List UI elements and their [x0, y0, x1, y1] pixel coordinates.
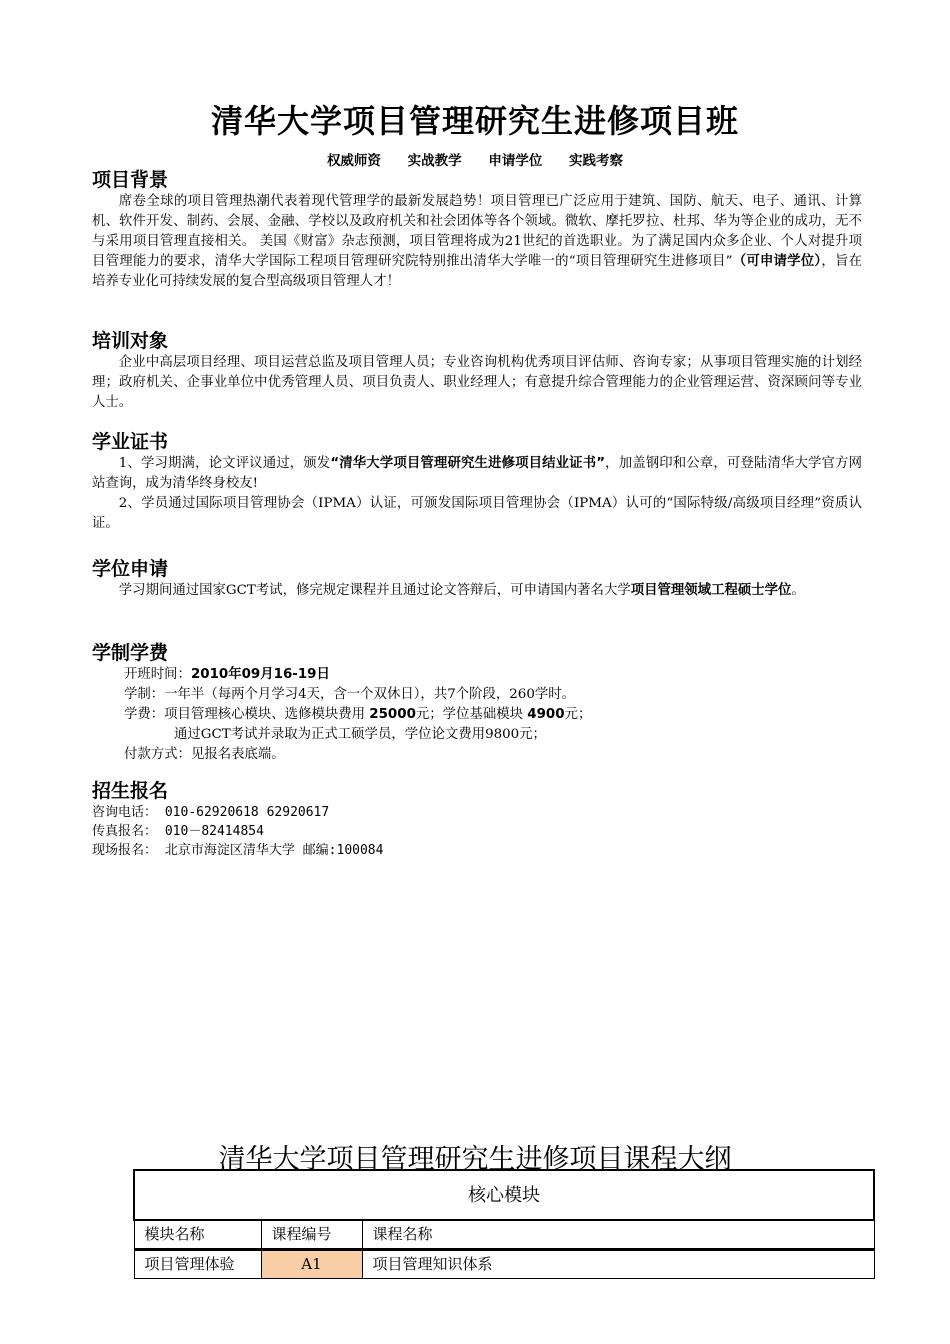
- column-header: 模块名称: [134, 1220, 261, 1250]
- gct-fee-line: 通过GCT考试并录取为正式工硕学员，学位论文费用9800元；: [174, 727, 546, 742]
- course-outline-table: [133, 1169, 875, 1279]
- tagline-item: 实战教学: [407, 153, 462, 169]
- column-header: 课程名称: [362, 1220, 874, 1250]
- start-date-line: 开班时间：2010年09月16-19日: [124, 667, 330, 682]
- duration-line: 学制：一年半（每两个月学习4天，含一个双休日），共7个阶段，260学时。: [124, 687, 576, 702]
- module-section-header: 核心模块: [134, 1170, 874, 1220]
- course-name-cell: 项目管理知识体系: [362, 1250, 874, 1279]
- section-paragraph: 2、学员通过国际项目管理协会（IPMA）认证，可颁发国际项目管理协会（IPMA）认可的“国际特级/高级项目经理”资质认证。: [92, 496, 862, 531]
- tagline-item: 申请学位: [488, 153, 543, 169]
- tagline: [0, 149, 950, 169]
- section-paragraph: 学习期间通过国家GCT考试，修完规定课程并且通过论文答辩后，可申请国内著名大学项目管理领域工程硕士学位。: [118, 583, 805, 598]
- table-row: [134, 1250, 874, 1279]
- table-header-row: [134, 1220, 874, 1250]
- page-title: 清华大学项目管理研究生进修项目班: [210, 102, 739, 140]
- column-header: 课程编号: [261, 1220, 362, 1250]
- tagline-item: 实践考察: [569, 153, 624, 169]
- section-degree: [92, 557, 862, 601]
- section-heading: 学业证书: [92, 431, 169, 453]
- section-background: [92, 168, 862, 292]
- section-certificate: [92, 430, 862, 534]
- address-line: 现场报名： 北京市海淀区清华大学 邮编:100084: [92, 843, 384, 858]
- fee-line: 学费：项目管理核心模块、选修模块费用 25000元；学位基础模块 4900元；: [124, 707, 592, 722]
- course-code-cell: A1: [261, 1250, 362, 1279]
- outline-title: 清华大学项目管理研究生进修项目课程大纲: [218, 1144, 732, 1175]
- section-heading: 项目背景: [92, 169, 169, 191]
- section-heading: 招生报名: [92, 780, 169, 802]
- payment-line: 付款方式：见报名表底端。: [124, 747, 285, 762]
- section-paragraph: 企业中高层项目经理、项目运营总监及项目管理人员；专业咨询机构优秀项目评估师、咨询专家；从事项目管理实施的计划经理；政府机关、企事业单位中优秀管理人员、项目负责人、职业经理人；有意提升综合管理能力的企业管理运营、资深顾问等专业人士。: [92, 355, 862, 410]
- section-heading: 学制学费: [92, 642, 169, 664]
- section-heading: 学位申请: [92, 558, 169, 580]
- tagline-item: 权威师资: [326, 153, 381, 169]
- section-enroll: [92, 779, 862, 860]
- section-paragraph: 席卷全球的项目管理热潮代表着现代管理学的最新发展趋势！项目管理已广泛应用于建筑、国防、航天、电子、通讯、计算机、软件开发、制药、会展、金融、学校以及政府机关和社会团体等各个领域。微软、摩托罗拉、杜邦、华为等企业的成功，无不与采用项目管理直接相关。 美国《财富》杂志预测，项目管理将成为21世纪的首选职业。为了满足国内众多企业、个人对提升项目管理能力的要求，清华大学国际工程项目管理研究院特别推出清华大学唯一的“项目管理研究生进修项目”（可申请学位），旨在培养专业化可持续发展的复合型高级项目管理人才！: [92, 194, 862, 289]
- section-paragraph: 1、学习期满，论文评议通过，颁发“清华大学项目管理研究生进修项目结业证书”，加盖钢印和公章，可登陆清华大学官方网站查询，成为清华终身校友!: [92, 456, 862, 491]
- section-audience: [92, 329, 862, 413]
- phone-line: 咨询电话： 010-62920618 62920617: [92, 805, 330, 820]
- section-heading: 培训对象: [92, 330, 169, 352]
- fax-line: 传真报名： 010－82414854: [92, 824, 264, 839]
- section-fees: [92, 641, 862, 765]
- module-name-cell: 项目管理体验: [134, 1250, 261, 1279]
